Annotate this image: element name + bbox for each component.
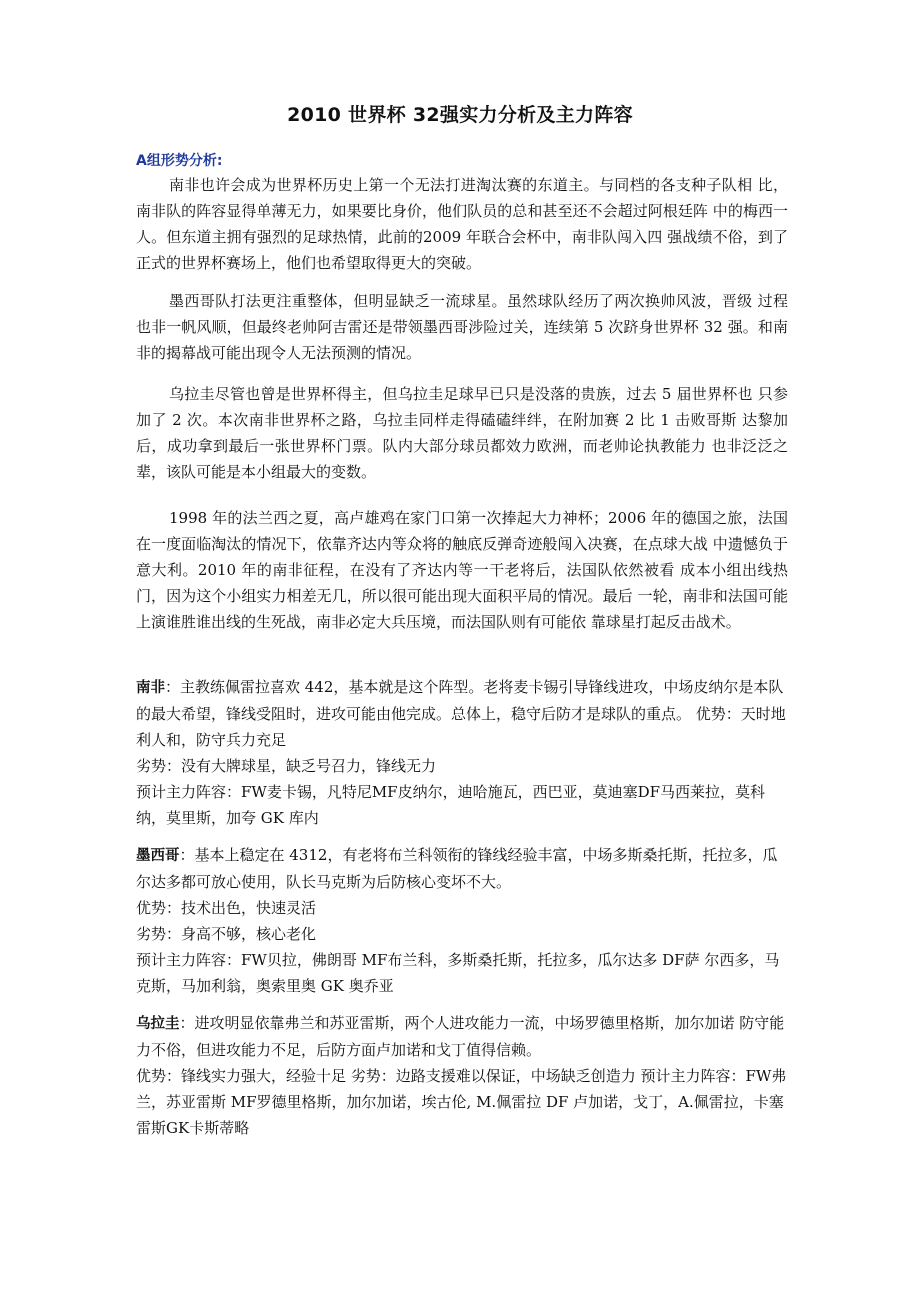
team-summary-text: ：基本上稳定在 4312，有老将布兰科领衔的锋线经验丰富，中场多斯桑托斯，托拉多，瓜尔达多都可放心使用，队长马克斯为后防核心变坏不大。 [136, 846, 778, 891]
team-lineup: 优势：锋线实力强大，经验十足 劣势：边路支援难以保证，中场缺乏创造力 预计主力阵容：FW弗兰，苏亚雷斯 MF罗德里格斯，加尔加诺，埃古伦, M.佩雷拉 DF 卢加诺，戈丁，A.佩雷拉，卡塞雷斯GK卡斯蒂略 [136, 1067, 787, 1137]
section-heading-group-a: A组形势分析: [136, 153, 223, 169]
paragraph-text: 南非也许会成为世界杯历史上第一个无法打进淘汰赛的东道主。与同档的各支种子队相 比，南非队的阵容显得单薄无力，如果要比身价，他们队员的总和甚至还不会超过阿根廷阵 中的梅西一人。但东道主拥有强烈的足球热情，此前的2009 年联合会杯中，南非队闯入四 强战绩不俗，到了正式的世界杯赛场上，他们也希望取得更大的突破。 [136, 176, 788, 272]
team-summary [136, 674, 788, 753]
team-block-uruguay [136, 1010, 788, 1141]
team-summary [136, 842, 788, 895]
paragraph-uruguay-intro [136, 381, 788, 485]
paragraph-south-africa-intro [136, 172, 788, 276]
team-summary-text: ：进攻明显依靠弗兰和苏亚雷斯，两个人进攻能力一流，中场罗德里格斯，加尔加诺 防守能力不俗，但进攻能力不足，后防方面卢加诺和戈丁值得信赖。 [136, 1014, 785, 1059]
team-name: 墨西哥 [136, 848, 180, 864]
paragraph-text: 乌拉圭尽管也曾是世界杯得主，但乌拉圭足球早已只是没落的贵族，过去 5 届世界杯也 只参加了 2 次。本次南非世界杯之路，乌拉圭同样走得磕磕绊绊，在附加赛 2 比 1 击败哥斯 达黎加后，成功拿到最后一张世界杯门票。队内大部分球员都效力欧洲，而老帅论执教能力 也非泛泛之辈，该队可能是本小组最大的变数。 [136, 385, 788, 481]
paragraph-text: 1998 年的法兰西之夏，高卢雄鸡在家门口第一次捧起大力神杯；2006 年的德国之旅，法国在一度面临淘汰的情况下，依靠齐达内等众将的触底反弹奇迹般闯入决赛，在点球大战 中遗憾负于意大利。2010 年的南非征程，在没有了齐达内等一干老将后，法国队依然被看 成本小组出线热门，因为这个小组实力相差无几，所以很可能出现大面积平局的情况。最后 一轮，南非和法国可能上演谁胜谁出线的生死战，南非必定大兵压境，而法国队则有可能依 靠球星打起反击战术。 [136, 509, 788, 631]
team-block-mexico [136, 842, 788, 999]
team-block-south-africa [136, 674, 788, 831]
team-strength: 优势：技术出色，快速灵活 [136, 899, 317, 917]
team-name: 乌拉圭 [136, 1016, 180, 1032]
team-lineup: 预计主力阵容：FW麦卡锡，凡特尼MF皮纳尔，迪哈施瓦，西巴亚，莫迪塞DF马西莱拉，莫科纳，莫里斯，加夸 GK 库内 [136, 783, 766, 827]
paragraph-text: 墨西哥队打法更注重整体，但明显缺乏一流球星。虽然球队经历了两次换帅风波，晋级 过程也非一帆风顺，但最终老帅阿吉雷还是带领墨西哥涉险过关，连续第 5 次跻身世界杯 32 强。和南非的揭幕战可能出现令人无法预测的情况。 [136, 292, 788, 362]
team-weakness: 劣势：没有大牌球星，缺乏号召力，锋线无力 [136, 757, 437, 775]
paragraph-mexico-intro [136, 288, 788, 366]
team-summary-text: ：主教练佩雷拉喜欢 442，基本就是这个阵型。老将麦卡锡引导锋线进攻，中场皮纳尔是本队的最大希望，锋线受阻时，进攻可能由他完成。总体上，稳守后防才是球队的重点。 优势：天时地利人和，防守兵力充足 [136, 678, 786, 749]
team-summary [136, 1010, 788, 1063]
team-weakness: 劣势：身高不够，核心老化 [136, 925, 317, 943]
paragraph-france-intro [136, 505, 788, 635]
page-title: 2010 世界杯 32强实力分析及主力阵容 [287, 104, 633, 126]
team-lineup: 预计主力阵容：FW贝拉，佛朗哥 MF布兰科，多斯桑托斯，托拉多，瓜尔达多 DF萨 尔西多，马克斯，马加利翁，奥索里奥 GK 奥乔亚 [136, 951, 780, 995]
team-name: 南非 [136, 680, 165, 696]
